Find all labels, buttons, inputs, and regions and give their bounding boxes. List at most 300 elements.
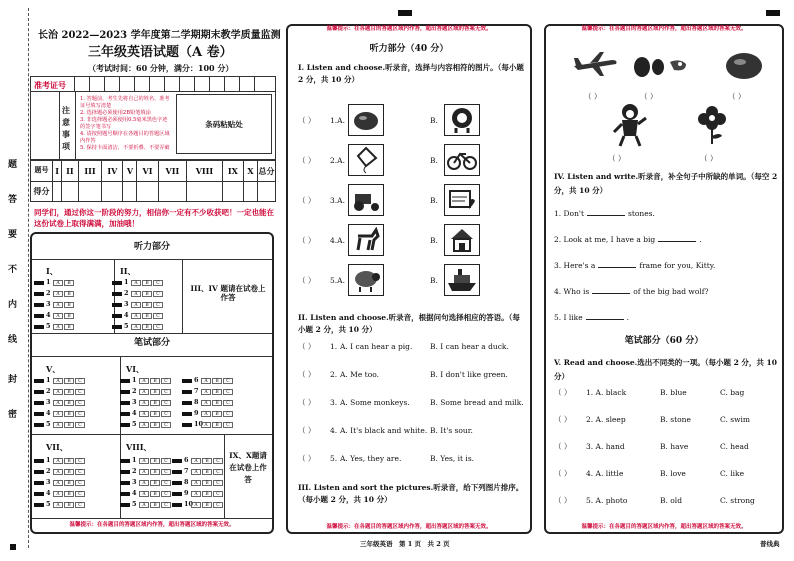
answer-row: [172, 500, 224, 509]
answer-bubble[interactable]: A: [139, 389, 149, 395]
answer-bubble[interactable]: A: [201, 411, 211, 417]
answer-bubble[interactable]: C: [75, 458, 85, 464]
answer-row-number: 5: [124, 322, 129, 331]
answer-bubble[interactable]: C: [161, 469, 171, 475]
blank-line[interactable]: [658, 234, 696, 242]
answer-paren[interactable]: （ ）: [554, 442, 572, 451]
score-cell[interactable]: [102, 181, 123, 202]
answer-bubble[interactable]: B: [64, 378, 74, 384]
warning-footer: 温馨提示：在各题目的答题区域内作答，超出答题区域的答案无效。: [581, 524, 747, 530]
answer-bubble[interactable]: A: [53, 291, 63, 297]
option-b: B. I don't like green.: [430, 370, 508, 379]
answer-bubble[interactable]: A: [53, 378, 63, 384]
answer-bubble[interactable]: B: [202, 502, 212, 508]
option-a: A. Some monkeys.: [340, 398, 410, 407]
timing-mark: [120, 412, 130, 416]
answer-row: [34, 489, 86, 498]
answer-bubble[interactable]: B: [142, 291, 152, 297]
answer-bubble[interactable]: A: [53, 469, 63, 475]
item-number: 4.A.: [330, 236, 345, 245]
answer-bubble[interactable]: C: [161, 480, 171, 486]
timing-mark: [182, 401, 192, 405]
ship-icon: [444, 264, 480, 296]
answer-row-number: 3: [46, 398, 51, 407]
answer-row-number: 1: [46, 278, 51, 287]
answer-bubble[interactable]: B: [150, 400, 160, 406]
answer-bubble[interactable]: B: [64, 458, 74, 464]
answer-bubble[interactable]: A: [53, 324, 63, 330]
answer-bubble[interactable]: B: [142, 324, 152, 330]
answer-row-number: 1: [46, 376, 51, 385]
answer-bubble[interactable]: B: [64, 280, 74, 286]
answer-bubble[interactable]: A: [139, 491, 149, 497]
answer-bubble[interactable]: A: [131, 302, 141, 308]
option-b-label: B.: [430, 116, 438, 125]
answer-row: [182, 409, 234, 418]
answer-row-number: 8: [194, 398, 199, 407]
answer-bubble[interactable]: B: [150, 502, 160, 508]
timing-mark: [172, 470, 182, 474]
cut-line: [28, 8, 29, 548]
timing-mark: [120, 379, 130, 383]
answer-row-number: 1: [46, 456, 51, 465]
fill-blank-item: [554, 234, 702, 244]
answer-row-number: 7: [194, 387, 199, 396]
timing-mark: [182, 379, 192, 383]
answer-row: [34, 278, 75, 287]
flower-icon: [696, 104, 728, 148]
answer-bubble[interactable]: B: [64, 389, 74, 395]
answer-bubble[interactable]: C: [213, 480, 223, 486]
answer-bubble[interactable]: B: [212, 411, 222, 417]
notice-line: 2. 选择题必须使用2B铅笔填涂: [80, 110, 151, 116]
section-V-instructions: V. Read and choose.选出不同类的一项。（每小题 2 分，共 10 分）: [554, 358, 777, 381]
answer-paren[interactable]: （ ）: [554, 415, 572, 424]
lion-icon: [444, 104, 480, 136]
option-b: B. blue: [660, 388, 687, 397]
score-cell[interactable]: [53, 181, 62, 202]
answer-bubble[interactable]: A: [201, 389, 211, 395]
score-cell[interactable]: [123, 181, 137, 202]
timing-mark: [182, 423, 192, 427]
timing-mark: [34, 303, 44, 307]
answer-bubble[interactable]: A: [139, 480, 149, 486]
fill-blank-item: [554, 208, 655, 218]
answer-bubble[interactable]: B: [150, 378, 160, 384]
answer-bubble[interactable]: A: [139, 400, 149, 406]
answer-bubble[interactable]: A: [139, 411, 149, 417]
answer-bubble[interactable]: C: [75, 469, 85, 475]
blank-line[interactable]: [586, 312, 624, 320]
answer-bubble[interactable]: B: [150, 480, 160, 486]
item-text: .: [626, 313, 630, 322]
timing-mark: [182, 412, 192, 416]
answer-bubble[interactable]: B: [64, 324, 74, 330]
answer-row-number: 7: [184, 467, 189, 476]
score-col: IX: [222, 161, 243, 182]
answer-row-number: 2: [46, 387, 51, 396]
answer-row: [120, 420, 172, 429]
answer-bubble[interactable]: B: [64, 491, 74, 497]
registration-mark: [766, 10, 780, 16]
answer-bubble[interactable]: C: [75, 411, 85, 417]
timing-mark: [120, 390, 130, 394]
answer-row-number: 4: [46, 311, 51, 320]
answer-bubble[interactable]: C: [153, 280, 163, 286]
timing-mark: [182, 390, 192, 394]
timing-mark: [34, 481, 44, 485]
answer-bubble[interactable]: C: [213, 458, 223, 464]
answer-bubble[interactable]: A: [53, 313, 63, 319]
answer-bubble[interactable]: B: [64, 400, 74, 406]
answer-bubble[interactable]: B: [202, 480, 212, 486]
timing-mark: [34, 412, 44, 416]
answer-paren[interactable]: （ ）: [298, 398, 316, 407]
blank-line[interactable]: [592, 286, 630, 294]
answer-row-number: 9: [184, 489, 189, 498]
timing-mark: [120, 423, 130, 427]
answer-row-number: 5: [46, 500, 51, 509]
answer-row-number: 4: [132, 409, 137, 418]
answer-bubble[interactable]: B: [64, 422, 74, 428]
item-text: 1. Don't: [554, 209, 584, 218]
sort-paren[interactable]: （ ）: [700, 154, 718, 163]
listening-title: 听力部分（40 分）: [369, 44, 449, 54]
answer-bubble[interactable]: B: [64, 480, 74, 486]
answer-bubble[interactable]: A: [201, 378, 211, 384]
answer-bubble[interactable]: A: [53, 280, 63, 286]
answer-bubble[interactable]: A: [139, 469, 149, 475]
timing-mark: [120, 470, 130, 474]
score-cell[interactable]: [62, 181, 78, 202]
answer-bubble[interactable]: C: [161, 378, 171, 384]
answer-bubble[interactable]: B: [212, 378, 222, 384]
answer-bubble[interactable]: C: [161, 422, 171, 428]
sort-paren[interactable]: （ ）: [584, 92, 602, 101]
blank-line[interactable]: [587, 208, 625, 216]
option-a: 5. A. photo: [586, 496, 628, 505]
answer-bubble[interactable]: B: [202, 491, 212, 497]
answer-paren[interactable]: （ ）: [298, 454, 316, 463]
photo-area: [30, 92, 60, 160]
answer-bubble[interactable]: A: [139, 422, 149, 428]
answer-bubble[interactable]: B: [150, 389, 160, 395]
answer-bubble[interactable]: C: [213, 491, 223, 497]
option-a: 2. A. sleep: [586, 415, 626, 424]
answer-bubble[interactable]: C: [153, 324, 163, 330]
answer-bubble[interactable]: B: [150, 411, 160, 417]
timing-mark: [34, 281, 44, 285]
answer-paren[interactable]: （ ）: [554, 496, 572, 505]
answer-bubble[interactable]: A: [191, 491, 201, 497]
answer-bubble[interactable]: B: [202, 458, 212, 464]
answer-row: [120, 387, 172, 396]
answer-paren[interactable]: （ ）: [298, 370, 316, 379]
answer-paren[interactable]: （ ）: [298, 276, 316, 285]
timing-mark: [112, 325, 122, 329]
answer-bubble[interactable]: A: [53, 458, 63, 464]
answer-row-number: 4: [46, 489, 51, 498]
section-label: VI、: [126, 364, 144, 374]
answer-bubble[interactable]: A: [191, 480, 201, 486]
item-text: 4. Who is: [554, 287, 590, 296]
timing-mark: [172, 459, 182, 463]
answer-bubble[interactable]: A: [139, 502, 149, 508]
answer-row: [34, 376, 86, 385]
answer-bubble[interactable]: B: [64, 411, 74, 417]
eggs-icon: [630, 52, 690, 80]
option-a: A. It's black and white.: [340, 426, 428, 435]
answer-paren[interactable]: （ ）: [298, 116, 316, 125]
answer-bubble[interactable]: A: [53, 400, 63, 406]
answer-bubble[interactable]: C: [213, 469, 223, 475]
option-c: C. swim: [720, 415, 751, 424]
answer-bubble[interactable]: B: [212, 389, 222, 395]
answer-row: [34, 289, 75, 298]
answer-bubble[interactable]: A: [131, 280, 141, 286]
answer-paren[interactable]: （ ）: [298, 156, 316, 165]
page-section-writing: [544, 24, 784, 534]
page-footer: 三年级英语 第 1 页 共 2 页: [360, 540, 450, 548]
answer-row-number: 10: [184, 500, 194, 509]
option-c: C. bag: [720, 388, 745, 397]
score-col: III: [78, 161, 102, 182]
answer-paren[interactable]: （ ）: [554, 469, 572, 478]
kite-icon: [348, 144, 384, 176]
option-b: B. old: [660, 496, 682, 505]
answer-bubble[interactable]: B: [142, 302, 152, 308]
answer-bubble[interactable]: C: [75, 502, 85, 508]
brand-label: 普线典: [760, 540, 780, 548]
answer-bubble[interactable]: A: [191, 458, 201, 464]
section-label: I、: [46, 266, 58, 276]
answer-bubble[interactable]: A: [131, 313, 141, 319]
answer-bubble[interactable]: C: [153, 302, 163, 308]
fill-blank-item: [554, 312, 629, 322]
section-note: III、IV 题请在试卷上作答: [190, 284, 266, 303]
answer-bubble[interactable]: A: [53, 302, 63, 308]
exam-subtitle: 三年级英语试题（A 卷）: [88, 45, 233, 60]
answer-row-number: 5: [46, 322, 51, 331]
answer-bubble[interactable]: B: [150, 458, 160, 464]
option-a: 3. A. hand: [586, 442, 625, 451]
bicycle-icon: [444, 144, 480, 176]
answer-bubble[interactable]: A: [53, 502, 63, 508]
score-cell[interactable]: [137, 181, 158, 202]
answer-bubble[interactable]: C: [161, 400, 171, 406]
sort-paren[interactable]: （ ）: [728, 92, 746, 101]
timing-mark: [34, 379, 44, 383]
timing-mark: [120, 503, 130, 507]
score-cell[interactable]: [258, 181, 276, 202]
answer-bubble[interactable]: B: [142, 313, 152, 319]
answer-row-number: 3: [46, 300, 51, 309]
score-cell[interactable]: [158, 181, 186, 202]
answer-bubble[interactable]: B: [64, 502, 74, 508]
timing-mark: [112, 303, 122, 307]
option-b: B. Yes, it is.: [430, 454, 475, 463]
item-number: 2.: [330, 370, 338, 379]
answer-bubble[interactable]: A: [191, 502, 201, 508]
answer-bubble[interactable]: C: [223, 389, 233, 395]
answer-bubble[interactable]: C: [161, 502, 171, 508]
answer-row: [182, 420, 234, 429]
warning-footer: 温馨提示：在各题目的答题区域内作答，超出答题区域的答案无效。: [326, 524, 492, 530]
score-cell[interactable]: [78, 181, 102, 202]
answer-bubble[interactable]: C: [153, 291, 163, 297]
answer-row: [34, 398, 86, 407]
listening-title: 听力部分: [133, 242, 170, 252]
motto: 同学们，通过你这一阶段的努力，相信你一定有不少收获吧！一定也能在这份试卷上取得满满，加油哦！: [34, 208, 274, 228]
answer-bubble[interactable]: B: [64, 291, 74, 297]
answer-bubble[interactable]: A: [191, 469, 201, 475]
answer-row-number: 6: [184, 456, 189, 465]
option-b: B. love: [660, 469, 686, 478]
timing-mark: [172, 503, 182, 507]
section-label: V、: [46, 364, 61, 374]
answer-paren[interactable]: （ ）: [298, 342, 316, 351]
answer-bubble[interactable]: B: [150, 469, 160, 475]
answer-bubble[interactable]: A: [201, 400, 211, 406]
option-c: C. strong: [720, 496, 755, 505]
answer-bubble[interactable]: B: [212, 422, 222, 428]
answer-row-number: 3: [132, 398, 137, 407]
answer-bubble[interactable]: C: [153, 313, 163, 319]
score-table: [30, 160, 276, 202]
timing-mark: [34, 503, 44, 507]
sort-paren[interactable]: （ ）: [640, 92, 658, 101]
answer-bubble[interactable]: C: [75, 480, 85, 486]
blank-line[interactable]: [598, 260, 636, 268]
answer-bubble[interactable]: A: [53, 480, 63, 486]
section-IV-instructions: IV. Listen and write.听录音，补全句子中所缺的单词。（每空 2 分，共 10 分）: [554, 172, 778, 195]
answer-bubble[interactable]: B: [150, 491, 160, 497]
section-label: VII、: [46, 442, 68, 452]
notice-line: 3. 非选择题必须使用0.5毫米黑色字迹的签字笔书写: [80, 117, 168, 130]
answer-bubble[interactable]: C: [75, 389, 85, 395]
answer-row-number: 1: [124, 278, 129, 287]
binding-spine: [4, 150, 22, 550]
answer-bubble[interactable]: C: [213, 502, 223, 508]
item-text: .: [699, 235, 702, 244]
answer-row: [172, 478, 224, 487]
score-row-label: 题号: [31, 161, 53, 182]
answer-bubble[interactable]: C: [75, 491, 85, 497]
answer-bubble[interactable]: A: [53, 491, 63, 497]
item-text: stones.: [627, 209, 655, 218]
answer-row-number: 2: [132, 387, 137, 396]
option-a: A. Yes, they are.: [340, 454, 402, 463]
option-a: 4. A. little: [586, 469, 624, 478]
exam-number-cells[interactable]: [74, 76, 269, 92]
sort-paren[interactable]: （ ）: [608, 154, 626, 163]
timing-mark: [34, 390, 44, 394]
answer-paren[interactable]: （ ）: [554, 388, 572, 397]
timing-mark: [172, 492, 182, 496]
answer-bubble[interactable]: A: [201, 422, 211, 428]
answer-bubble[interactable]: C: [223, 378, 233, 384]
item-text: 5. I like: [554, 313, 583, 322]
answer-bubble[interactable]: B: [64, 302, 74, 308]
score-cell[interactable]: [187, 181, 223, 202]
answer-row: [112, 278, 164, 287]
answer-row: [112, 311, 164, 320]
airplane-icon: [572, 50, 618, 80]
answer-paren[interactable]: （ ）: [298, 196, 316, 205]
option-a: 1. A. black: [586, 388, 627, 397]
answer-bubble[interactable]: A: [131, 324, 141, 330]
answer-paren[interactable]: （ ）: [298, 426, 316, 435]
answer-bubble[interactable]: A: [53, 389, 63, 395]
answer-row-number: 2: [132, 467, 137, 476]
answer-bubble[interactable]: C: [75, 378, 85, 384]
timing-mark: [34, 423, 44, 427]
notice-line: 1. 答题前，考生先将自己的姓名、准考证号填写清楚: [80, 96, 170, 109]
answer-row: [34, 478, 86, 487]
answer-row: [182, 398, 234, 407]
timing-mark: [112, 292, 122, 296]
answer-row-number: 5: [132, 500, 137, 509]
answer-bubble[interactable]: C: [161, 411, 171, 417]
answer-bubble[interactable]: C: [161, 458, 171, 464]
answer-bubble[interactable]: A: [139, 378, 149, 384]
option-b-label: B.: [430, 236, 438, 245]
answer-bubble[interactable]: A: [53, 411, 63, 417]
score-col: VII: [158, 161, 186, 182]
item-number: 2.A.: [330, 156, 345, 165]
spine-char: 封: [8, 375, 18, 385]
score-cell[interactable]: [222, 181, 243, 202]
answer-row-number: 5: [46, 420, 51, 429]
answer-row-number: 2: [124, 289, 129, 298]
spine-char: 要: [8, 230, 18, 240]
answer-bubble[interactable]: C: [75, 400, 85, 406]
monkey-icon: [612, 102, 648, 150]
answer-bubble[interactable]: B: [150, 422, 160, 428]
option-c: C. like: [720, 469, 745, 478]
score-cell[interactable]: [243, 181, 257, 202]
section-III-instructions: III. Listen and sort the pictures.听录音，给下列图片排序。（每小题 2 分，共 10 分）: [298, 483, 524, 504]
answer-bubble[interactable]: A: [131, 291, 141, 297]
answer-bubble[interactable]: B: [212, 400, 222, 406]
answer-bubble[interactable]: C: [161, 389, 171, 395]
answer-bubble[interactable]: B: [202, 469, 212, 475]
answer-row: [120, 500, 172, 509]
answer-bubble[interactable]: A: [53, 422, 63, 428]
answer-bubble[interactable]: C: [223, 411, 233, 417]
answer-bubble[interactable]: B: [142, 280, 152, 286]
answer-bubble[interactable]: C: [223, 422, 233, 428]
answer-bubble[interactable]: C: [75, 422, 85, 428]
score-col: IV: [102, 161, 123, 182]
answer-bubble[interactable]: B: [64, 469, 74, 475]
timing-mark: [34, 492, 44, 496]
answer-paren[interactable]: （ ）: [298, 236, 316, 245]
option-c: C. head: [720, 442, 749, 451]
option-a: A. I can hear a pig.: [340, 342, 413, 351]
answer-bubble[interactable]: A: [139, 458, 149, 464]
spine-char: 线: [8, 335, 18, 345]
answer-bubble[interactable]: C: [161, 491, 171, 497]
answer-row-number: 4: [124, 311, 129, 320]
option-b-label: B.: [430, 276, 438, 285]
answer-bubble[interactable]: C: [223, 400, 233, 406]
timing-mark: [172, 481, 182, 485]
score-col: VIII: [187, 161, 223, 182]
answer-bubble[interactable]: B: [64, 313, 74, 319]
timing-mark: [34, 325, 44, 329]
item-number: 5.: [330, 454, 338, 463]
